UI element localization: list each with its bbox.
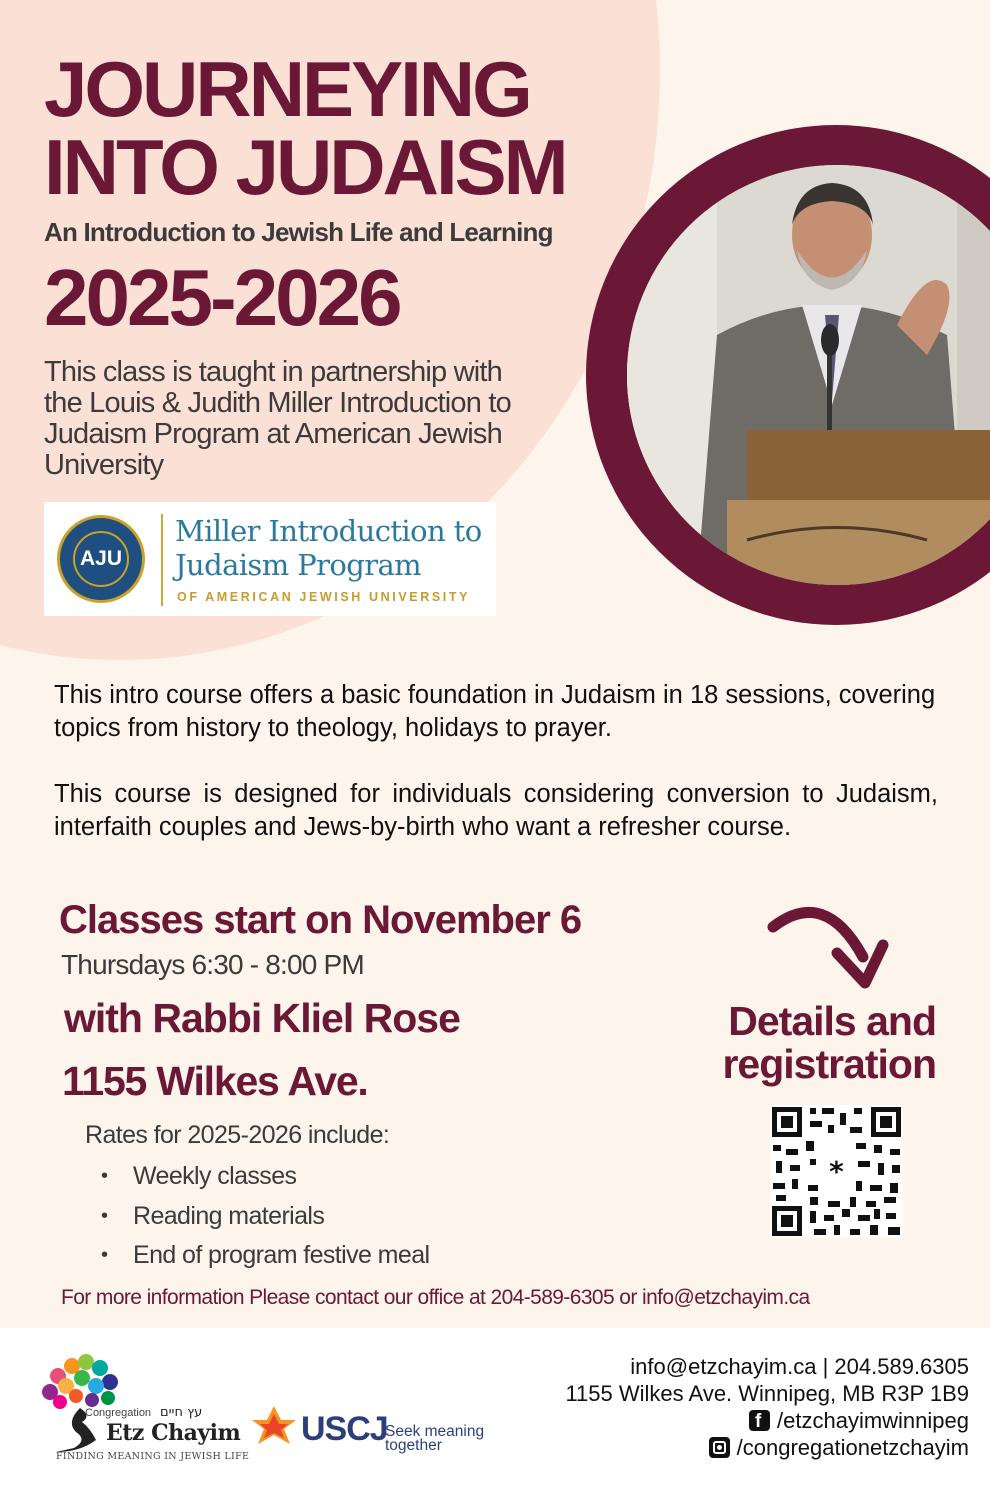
- aju-divider: [161, 514, 163, 606]
- instagram-handle[interactable]: /congregationetzchayim: [736, 1435, 969, 1460]
- aju-seal-text: AJU: [73, 531, 129, 587]
- rates-heading: Rates for 2025-2026 include:: [85, 1121, 390, 1149]
- classes-start: Classes start on November 6: [59, 898, 582, 942]
- svg-text:*: *: [829, 1155, 844, 1188]
- footer-email-phone[interactable]: info@etzchayim.ca | 204.589.6305: [630, 1354, 969, 1379]
- footer-facebook[interactable]: [565, 1407, 969, 1434]
- etz-congregation: Congregation: [85, 1407, 152, 1419]
- list-item: • End of program festive meal: [85, 1236, 429, 1276]
- facebook-icon: f: [749, 1410, 770, 1431]
- class-time: Thursdays 6:30 - 8:00 PM: [61, 949, 364, 980]
- year: 2025-2026: [44, 253, 400, 342]
- uscj-tagline: Seek meaning together: [385, 1423, 485, 1454]
- rates-list: [85, 1157, 429, 1276]
- contact-line: For more information Please contact our office at 204-589-6305 or info@etzchayim.ca: [61, 1286, 810, 1309]
- intro-paragraph: This intro course offers a basic foundation in Judaism in 18 sessions, covering topics from history to theology, holidays to prayer.: [54, 681, 936, 742]
- aju-program-name: Miller Introduction to Judaism Program: [175, 514, 482, 582]
- class-address: 1155 Wilkes Ave.: [62, 1058, 368, 1104]
- page-title: JOURNEYING INTO JUDAISM: [44, 45, 566, 211]
- curved-arrow-icon: [765, 895, 895, 995]
- aju-seal-icon: [57, 515, 145, 603]
- list-item: • Reading materials: [85, 1197, 429, 1237]
- footer-contact: [565, 1353, 969, 1461]
- qr-code-icon: [770, 1105, 903, 1238]
- details-registration-label: Details and registration: [722, 998, 936, 1087]
- footer-address: 1155 Wilkes Ave. Winnipeg, MB R3P 1B9: [565, 1381, 969, 1406]
- etz-hebrew: עץ חיים: [160, 1405, 203, 1420]
- partnership-text: This class is taught in partnership with the Louis & Judith Miller Introduction to Judaism Program at American Jewish University: [44, 356, 511, 481]
- facebook-handle[interactable]: /etzchayimwinnipeg: [777, 1408, 969, 1433]
- instagram-icon: [709, 1437, 730, 1458]
- footer-instagram[interactable]: [565, 1434, 969, 1461]
- teacher: with Rabbi Kliel Rose: [64, 995, 460, 1041]
- uscj-star-icon: [250, 1404, 298, 1454]
- etz-name: Etz Chayim: [106, 1420, 241, 1446]
- etz-tagline: FINDING MEANING IN JEWISH LIFE: [56, 1451, 250, 1462]
- aju-logo: [44, 502, 496, 616]
- qr-code[interactable]: [770, 1105, 903, 1238]
- uscj-name: USCJ: [301, 1410, 388, 1448]
- subtitle: An Introduction to Jewish Life and Learning: [44, 217, 553, 247]
- audience-paragraph: This course is designed for individuals considering conversion to Judaism, interfaith couples and Jews-by-birth who want a refresher course.: [54, 780, 938, 841]
- list-item: • Weekly classes: [85, 1157, 429, 1197]
- aju-program-sub: OF AMERICAN JEWISH UNIVERSITY: [177, 590, 471, 604]
